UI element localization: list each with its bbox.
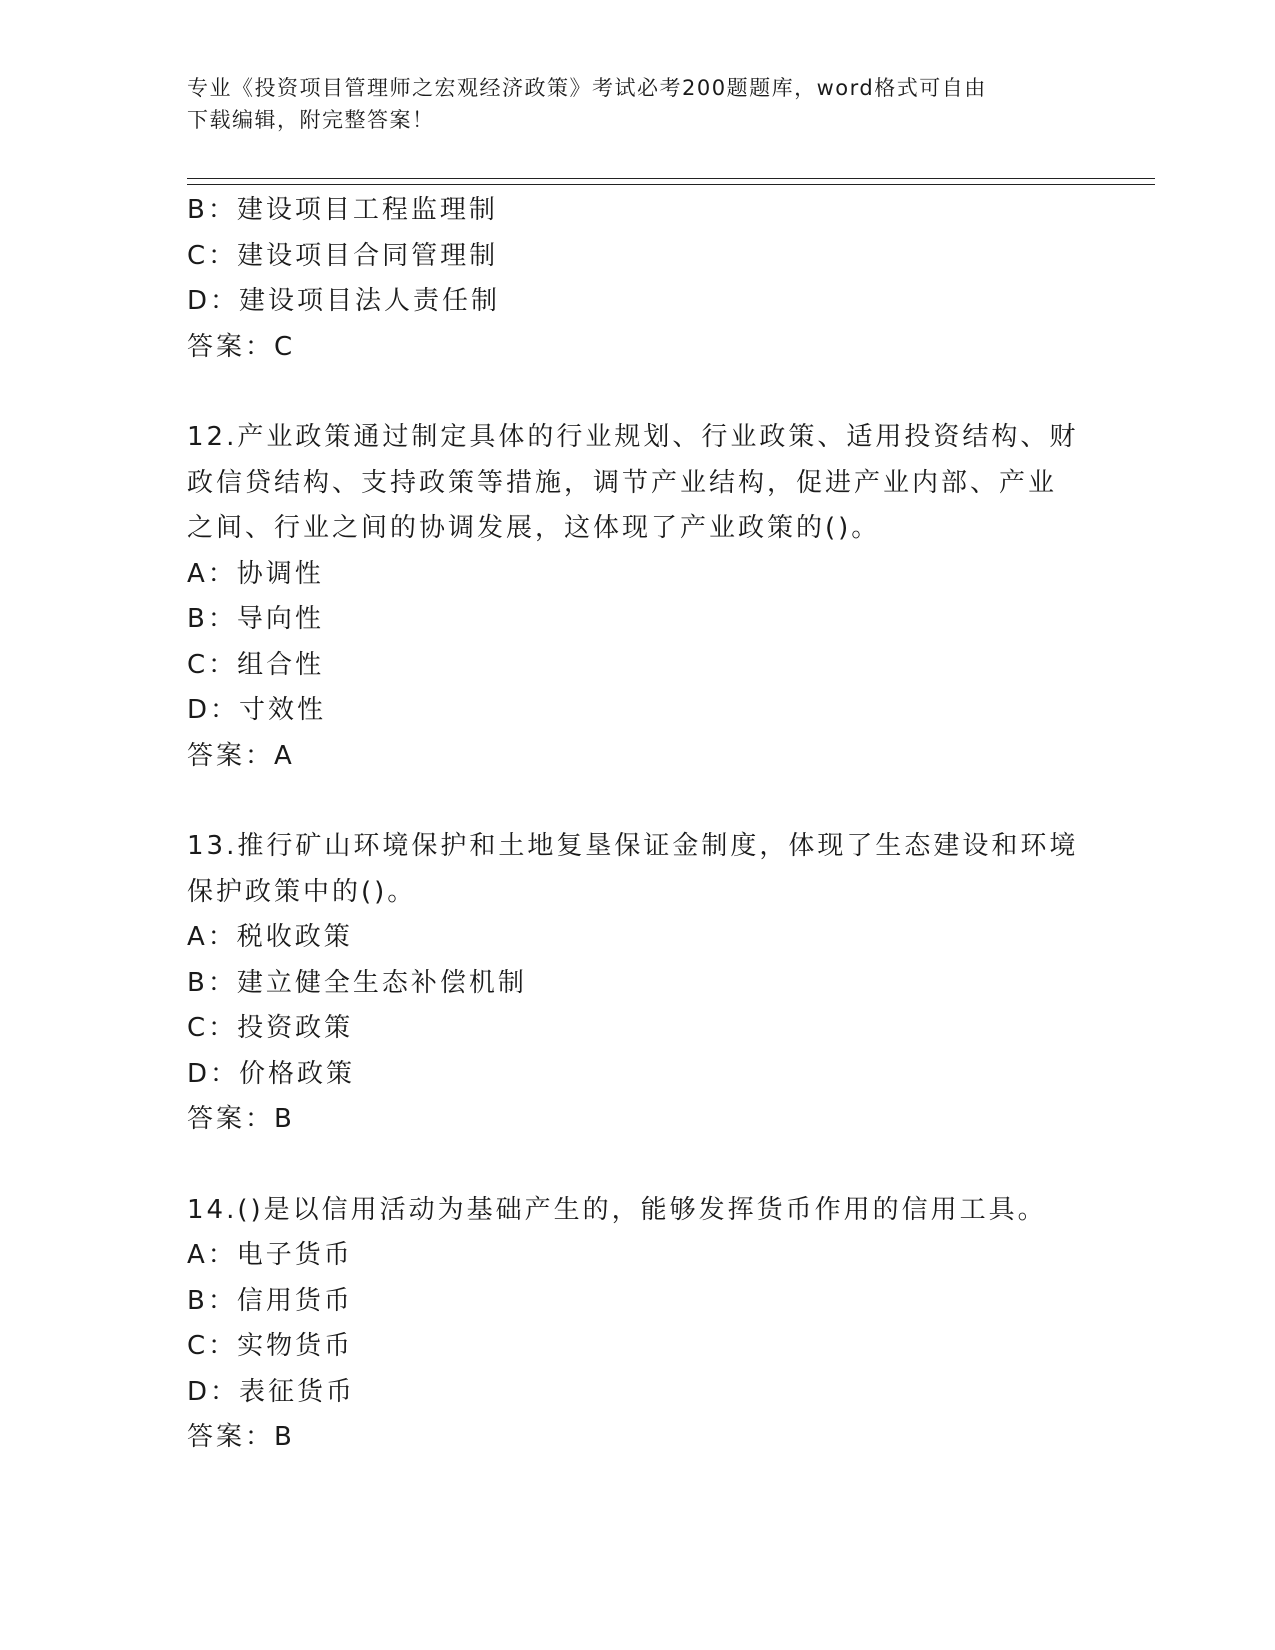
question-stem-line: 之间、行业之间的协调发展，这体现了产业政策的()。 [187,513,881,543]
option-a: A：税收政策 [187,922,353,952]
option-a: A：协调性 [187,558,324,589]
answer-line: 答案：B [187,1104,295,1134]
question-stem-line: 13.推行矿山环境保护和土地复垦保证金制度，体现了生态建设和环境 [187,831,1079,861]
answer-line: 答案：B [187,1422,295,1452]
option-b: B：导向性 [187,604,324,634]
question-content [187,188,1147,1461]
spacer [187,370,1147,415]
option-a: A：电子货币 [187,1240,353,1270]
option-c: C：投资政策 [187,1013,354,1043]
option-b: B：建设项目工程监理制 [187,195,498,225]
option-d: D：建设项目法人责任制 [187,286,501,316]
question-stem-line: 政信贷结构、支持政策等措施，调节产业结构，促进产业内部、产业 [187,467,1058,498]
header-line-1: 专业《投资项目管理师之宏观经济政策》考试必考200题题库，word格式可自由 [187,76,987,100]
option-d: D：表征货币 [187,1376,356,1407]
question-stem-line: 保护政策中的()。 [187,876,417,907]
option-c: C：实物货币 [187,1331,354,1361]
option-b: B：建立健全生态补偿机制 [187,967,527,998]
spacer [187,1143,1147,1188]
question-stem-line: 12.产业政策通过制定具体的行业规划、行业政策、适用投资结构、财 [187,422,1079,452]
answer-line: 答案：C [187,331,296,362]
question-12 [187,415,1147,779]
header-divider-bottom [187,184,1155,185]
option-b: B：信用货币 [187,1285,353,1316]
header-divider-top [187,178,1155,179]
option-c: C：建设项目合同管理制 [187,240,499,271]
document-header [187,72,1087,136]
answer-line: 答案：A [187,740,295,771]
question-14 [187,1188,1147,1461]
option-d: D：寸效性 [187,695,327,725]
question-stem-line: 14.()是以信用活动为基础产生的，能够发挥货币作用的信用工具。 [187,1194,1047,1225]
question-13 [187,824,1147,1143]
option-d: D：价格政策 [187,1058,356,1089]
spacer [187,779,1147,824]
header-line-2: 下载编辑，附完整答案！ [187,108,435,132]
option-c: C：组合性 [187,649,325,680]
question-carryover [187,188,1147,370]
